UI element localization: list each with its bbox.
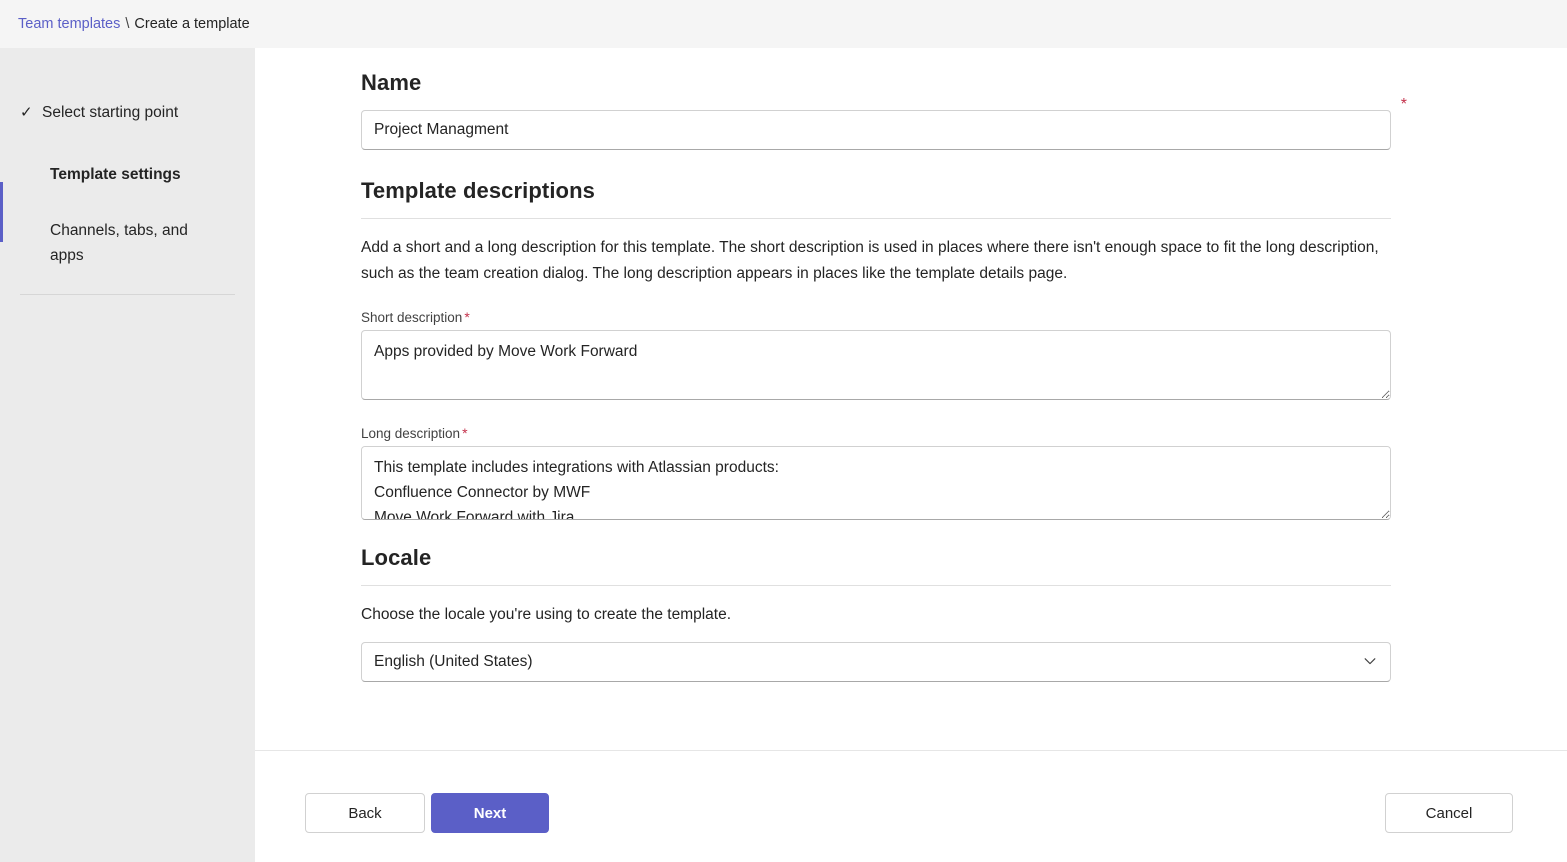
- short-description-label-text: Short description: [361, 310, 463, 325]
- descriptions-help-text: Add a short and a long description for this template. The short description is used in places where there isn't enough space to fit the long description, such as the team creation dialog. The long description appears in places like the template details page.: [361, 239, 1379, 282]
- breadcrumb: [0, 0, 1567, 48]
- form-scroll-area[interactable]: [255, 48, 1567, 750]
- wizard-sidebar: [0, 48, 255, 862]
- name-heading: Name: [361, 70, 422, 95]
- breadcrumb-separator: \: [125, 16, 130, 32]
- check-icon: ✓: [20, 104, 33, 121]
- breadcrumb-current: Create a template: [134, 16, 250, 32]
- locale-help-text: Choose the locale you're using to create the template.: [361, 606, 732, 623]
- long-description-required-marker: *: [462, 425, 468, 441]
- locale-select-wrap: [361, 642, 1391, 682]
- short-description-wrap: [361, 330, 1391, 405]
- name-required-marker: *: [1400, 96, 1407, 113]
- short-description-textarea[interactable]: [361, 330, 1391, 400]
- sidebar-item-select-starting-point[interactable]: [0, 92, 255, 140]
- sidebar-item-label: Channels, tabs, and apps: [50, 222, 188, 264]
- template-name-input[interactable]: [361, 110, 1391, 150]
- long-description-label: [361, 425, 1567, 441]
- long-description-textarea[interactable]: [361, 446, 1391, 520]
- locale-heading: Locale: [361, 545, 432, 570]
- long-description-label-text: Long description: [361, 426, 461, 441]
- sidebar-item-label: Select starting point: [42, 104, 179, 121]
- descriptions-divider: [361, 218, 1391, 219]
- short-description-label: [361, 309, 1567, 325]
- back-button[interactable]: Back: [305, 793, 425, 833]
- name-field-row: [361, 96, 1407, 150]
- sidebar-item-template-settings[interactable]: [0, 154, 255, 202]
- template-descriptions-heading: Template descriptions: [361, 178, 595, 203]
- next-button[interactable]: Next: [431, 793, 549, 833]
- sidebar-divider: [20, 294, 235, 295]
- long-description-wrap: [361, 446, 1391, 525]
- wizard-footer: [255, 750, 1567, 862]
- short-description-required-marker: *: [464, 309, 470, 325]
- sidebar-item-label: Template settings: [50, 166, 181, 183]
- locale-divider: [361, 585, 1391, 586]
- chevron-down-icon: [1363, 654, 1377, 668]
- locale-selected-value: English (United States): [374, 653, 533, 670]
- sidebar-item-channels-tabs-apps[interactable]: [0, 210, 255, 276]
- cancel-button[interactable]: Cancel: [1385, 793, 1513, 833]
- locale-select[interactable]: [361, 642, 1391, 682]
- breadcrumb-link-team-templates[interactable]: Team templates: [18, 16, 121, 32]
